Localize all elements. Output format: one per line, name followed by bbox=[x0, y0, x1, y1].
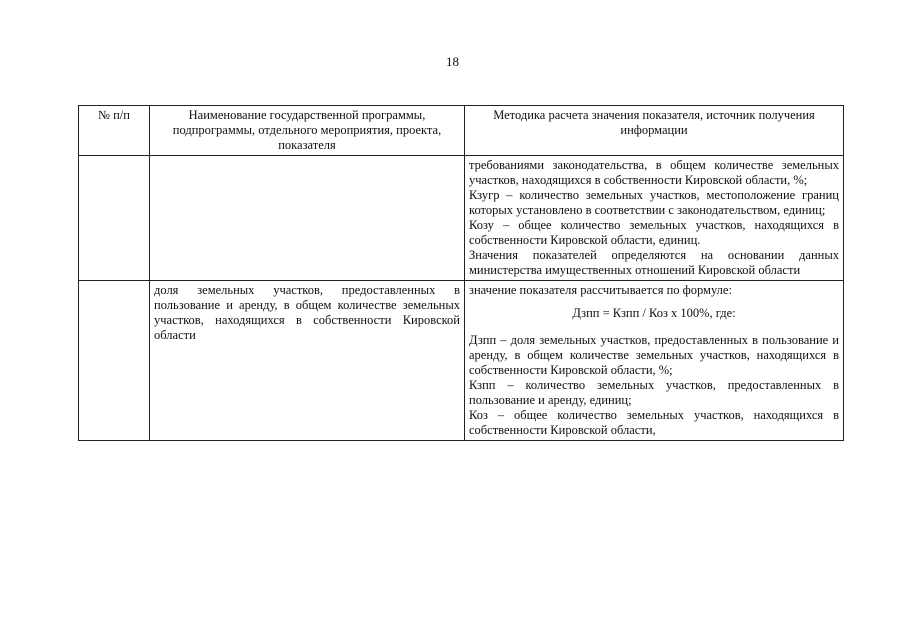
header-method-label: Методика расчета значения показателя, источник получения информации bbox=[493, 108, 815, 137]
cell-name bbox=[150, 156, 465, 281]
header-number-label: № п/п bbox=[98, 108, 130, 122]
header-method bbox=[465, 106, 844, 156]
cell-method bbox=[465, 281, 844, 441]
method-intro: значение показателя рассчитывается по формуле: bbox=[469, 283, 732, 297]
row2-number bbox=[79, 281, 149, 285]
method-paragraph: Коз – общее количество земельных участков, находящихся в собственности Кировской области, bbox=[469, 408, 839, 437]
row1-method bbox=[465, 156, 843, 280]
table-header-row bbox=[79, 106, 844, 156]
page-number: 18 bbox=[446, 54, 459, 69]
cell-method bbox=[465, 156, 844, 281]
row2-method bbox=[465, 281, 843, 440]
header-number bbox=[79, 106, 150, 156]
cell-number bbox=[79, 156, 150, 281]
table-row bbox=[79, 281, 844, 441]
header-name bbox=[150, 106, 465, 156]
indicator-table bbox=[78, 105, 844, 441]
row1-name bbox=[150, 156, 464, 160]
formula: Дзпп = Кзпп / Коз х 100%, где: bbox=[572, 306, 736, 320]
row2-name bbox=[150, 281, 464, 345]
header-name-label: Наименование государственной программы, подпрограммы, отдельного мероприятия, проекта, показателя bbox=[172, 108, 442, 152]
method-paragraph: Козу – общее количество земельных участков, находящихся в собственности Кировской области, единиц. bbox=[469, 218, 839, 247]
method-paragraph: Значения показателей определяются на основании данных министерства имущественных отношений Кировской области bbox=[469, 248, 839, 277]
method-paragraph: требованиями законодательства, в общем количестве земельных участков, находящихся в собственности Кировской области, %; bbox=[469, 158, 839, 187]
row1-number bbox=[79, 156, 149, 160]
method-paragraph: Дзпп – доля земельных участков, предоставленных в пользование и аренду, в общем количестве земельных участков, находящихся в собственности Кировской области, %; bbox=[469, 333, 839, 377]
table-row bbox=[79, 156, 844, 281]
method-paragraph: Кзугр – количество земельных участков, местоположение границ которых установлено в соответствии с законодательством, единиц; bbox=[469, 188, 839, 217]
indicator-name: доля земельных участков, предоставленных в пользование и аренду, в общем количестве земельных участков, находящихся в собственности Кировской области bbox=[154, 283, 460, 342]
cell-name bbox=[150, 281, 465, 441]
method-paragraph: Кзпп – количество земельных участков, предоставленных в пользование и аренду, единиц; bbox=[469, 378, 839, 407]
cell-number bbox=[79, 281, 150, 441]
